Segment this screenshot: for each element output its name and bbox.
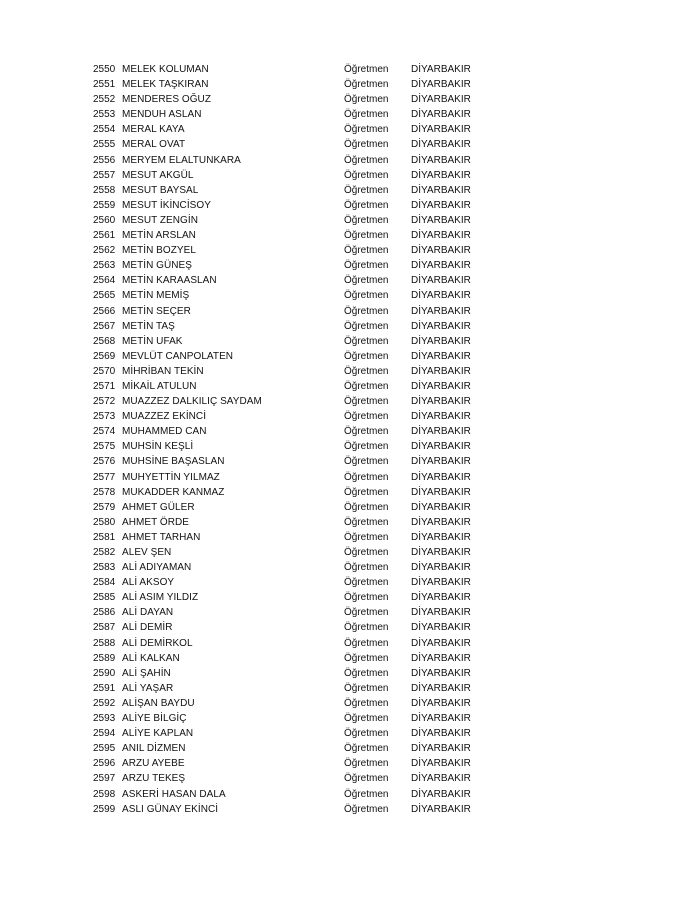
row-number: 2585 [93,592,116,604]
row-number: 2551 [93,79,116,91]
city-label: DİYARBAKIR [411,788,471,800]
role-label: Öğretmen [344,94,389,106]
role-label: Öğretmen [344,350,389,362]
list-item [93,288,493,303]
city-label: DİYARBAKIR [411,547,471,558]
city-label: DİYARBAKIR [411,260,471,272]
list-item [93,696,493,711]
row-number: 2596 [93,758,116,770]
list-item [93,183,493,198]
city-label: DİYARBAKIR [411,124,471,136]
city-label: DİYARBAKIR [411,199,471,211]
city-label: DİYARBAKIR [411,426,471,438]
row-number: 2565 [93,290,116,302]
list-item [93,470,493,485]
person-name: ALİ YAŞAR [122,682,174,694]
row-number: 2570 [93,365,116,377]
role-label: Öğretmen [344,426,389,438]
list-item [93,258,493,273]
role-label: Öğretmen [344,547,389,558]
role-label: Öğretmen [344,79,389,91]
row-number: 2558 [93,184,116,196]
role-label: Öğretmen [344,682,389,694]
person-name: MİHRİBAN TEKİN [122,365,204,377]
row-number: 2589 [93,652,116,664]
person-name: MELEK TAŞKIRAN [122,79,209,91]
role-label: Öğretmen [344,109,389,121]
role-label: Öğretmen [344,441,389,453]
list-item [93,379,493,394]
role-label: Öğretmen [344,562,389,574]
row-number: 2593 [93,713,116,725]
row-number: 2571 [93,380,116,392]
role-label: Öğretmen [344,335,389,347]
role-label: Öğretmen [344,139,389,151]
list-item [93,137,493,152]
list-item [93,485,493,500]
role-label: Öğretmen [344,637,389,649]
role-label: Öğretmen [344,622,389,634]
person-name: MUAZZEZ DALKILIÇ SAYDAM [122,396,262,408]
role-label: Öğretmen [344,667,389,679]
city-label: DİYARBAKIR [411,94,471,106]
list-item [93,590,493,605]
list-item [93,605,493,620]
city-label: DİYARBAKIR [411,396,471,408]
city-label: DİYARBAKIR [411,531,471,543]
list-item [93,92,493,107]
row-number: 2577 [93,471,116,483]
role-label: Öğretmen [344,577,389,589]
city-label: DİYARBAKIR [411,154,471,166]
list-item [93,545,493,560]
person-name: MESUT İKİNCİSOY [122,199,211,211]
role-label: Öğretmen [344,592,389,604]
role-label: Öğretmen [344,380,389,392]
role-label: Öğretmen [344,290,389,302]
person-name: ARZU AYEBE [122,758,185,770]
city-label: DİYARBAKIR [411,64,471,75]
row-number: 2560 [93,214,116,226]
role-label: Öğretmen [344,396,389,408]
person-name: MERYEM ELALTUNKARA [122,154,241,166]
list-item [93,198,493,213]
city-label: DİYARBAKIR [411,214,471,226]
city-label: DİYARBAKIR [411,607,471,619]
list-item [93,802,493,817]
person-name: ARZU TEKEŞ [122,773,186,785]
row-number: 2557 [93,169,116,181]
role-label: Öğretmen [344,728,389,740]
row-number: 2587 [93,622,116,634]
city-label: DİYARBAKIR [411,456,471,468]
person-name: ALİ ADIYAMAN [122,562,192,574]
city-label: DİYARBAKIR [411,335,471,347]
row-number: 2553 [93,109,116,121]
list-item [93,228,493,243]
role-label: Öğretmen [344,184,389,196]
list-item [93,620,493,635]
city-label: DİYARBAKIR [411,637,471,649]
city-label: DİYARBAKIR [411,275,471,287]
city-label: DİYARBAKIR [411,697,471,709]
city-label: DİYARBAKIR [411,652,471,664]
list-item [93,756,493,771]
person-name: METİN MEMİŞ [122,290,190,302]
person-name: ALİ ASIM YILDIZ [122,592,199,604]
list-item [93,636,493,651]
role-label: Öğretmen [344,531,389,543]
row-number: 2595 [93,743,116,755]
city-label: DİYARBAKIR [411,471,471,483]
person-name: MUKADDER KANMAZ [122,486,225,498]
row-number: 2599 [93,803,116,815]
role-label: Öğretmen [344,124,389,136]
row-number: 2580 [93,516,116,528]
person-name: ALİYE BİLGİÇ [122,713,187,725]
person-name: METİN SEÇER [122,305,191,317]
role-label: Öğretmen [344,516,389,528]
role-label: Öğretmen [344,199,389,211]
list-item [93,500,493,515]
role-label: Öğretmen [344,214,389,226]
city-label: DİYARBAKIR [411,139,471,151]
list-item [93,273,493,288]
list-item [93,319,493,334]
row-number: 2579 [93,501,116,513]
list-item [93,394,493,409]
list-item [93,681,493,696]
row-number: 2562 [93,245,116,257]
row-number: 2572 [93,396,116,408]
role-label: Öğretmen [344,411,389,423]
person-name: AHMET ÖRDE [122,516,189,528]
city-label: DİYARBAKIR [411,365,471,377]
row-number: 2550 [93,64,116,75]
person-name: ASKERİ HASAN DALA [122,788,226,800]
list-item [93,349,493,364]
row-number: 2575 [93,441,116,453]
city-label: DİYARBAKIR [411,486,471,498]
list-item [93,243,493,258]
row-number: 2581 [93,531,116,543]
row-number: 2578 [93,486,116,498]
row-number: 2597 [93,773,116,785]
row-number: 2590 [93,667,116,679]
role-label: Öğretmen [344,743,389,755]
person-name: METİN ARSLAN [122,230,196,242]
row-number: 2594 [93,728,116,740]
row-number: 2583 [93,562,116,574]
list-item [93,439,493,454]
person-name: METİN UFAK [122,335,183,347]
role-label: Öğretmen [344,607,389,619]
list-item [93,77,493,92]
person-name: MUHSİN KEŞLİ [122,441,194,453]
list-item [93,153,493,168]
person-name: ALİŞAN BAYDU [122,697,195,709]
person-name: MUHYETTİN YILMAZ [122,471,220,483]
list-item [93,666,493,681]
role-label: Öğretmen [344,652,389,664]
person-name: AHMET GÜLER [122,501,195,513]
role-label: Öğretmen [344,486,389,498]
list-item [93,711,493,726]
list-item [93,515,493,530]
person-name: ALİYE KAPLAN [122,728,194,740]
list-item [93,62,493,77]
person-name: ALİ DAYAN [122,607,174,619]
row-number: 2573 [93,411,116,423]
role-label: Öğretmen [344,788,389,800]
person-name: ASLI GÜNAY EKİNCİ [122,803,219,815]
role-label: Öğretmen [344,773,389,785]
role-label: Öğretmen [344,275,389,287]
row-number: 2598 [93,788,116,800]
list-item [93,651,493,666]
row-number: 2574 [93,426,116,438]
row-number: 2566 [93,305,116,317]
row-number: 2584 [93,577,116,589]
city-label: DİYARBAKIR [411,350,471,362]
role-label: Öğretmen [344,154,389,166]
row-number: 2563 [93,260,116,272]
city-label: DİYARBAKIR [411,169,471,181]
list-item [93,454,493,469]
city-label: DİYARBAKIR [411,79,471,91]
city-label: DİYARBAKIR [411,380,471,392]
list-item [93,726,493,741]
row-number: 2592 [93,697,116,709]
role-label: Öğretmen [344,697,389,709]
list-item [93,107,493,122]
role-label: Öğretmen [344,365,389,377]
row-number: 2582 [93,547,116,558]
row-number: 2564 [93,275,116,287]
row-number: 2591 [93,682,116,694]
role-label: Öğretmen [344,456,389,468]
person-name: ALİ DEMİRKOL [122,637,193,649]
person-name: AHMET TARHAN [122,531,201,543]
city-label: DİYARBAKIR [411,622,471,634]
person-name: MERAL OVAT [122,139,186,151]
city-label: DİYARBAKIR [411,728,471,740]
row-number: 2568 [93,335,116,347]
list-item [93,122,493,137]
list-item [93,364,493,379]
person-name: METİN GÜNEŞ [122,260,192,272]
city-label: DİYARBAKIR [411,305,471,317]
city-label: DİYARBAKIR [411,803,471,815]
city-label: DİYARBAKIR [411,109,471,121]
list-item [93,560,493,575]
list-item [93,771,493,786]
row-number: 2559 [93,199,116,211]
city-label: DİYARBAKIR [411,441,471,453]
role-label: Öğretmen [344,471,389,483]
city-label: DİYARBAKIR [411,501,471,513]
row-number: 2569 [93,350,116,362]
list-item [93,741,493,756]
city-label: DİYARBAKIR [411,773,471,785]
row-number: 2567 [93,320,116,332]
role-label: Öğretmen [344,758,389,770]
person-name: MENDERES OĞUZ [122,94,211,106]
list-item [93,334,493,349]
list-item [93,304,493,319]
person-name: ALİ AKSOY [122,577,175,589]
person-name: METİN KARAASLAN [122,275,217,287]
list-item [93,424,493,439]
list-item [93,168,493,183]
teacher-list [93,62,493,817]
city-label: DİYARBAKIR [411,320,471,332]
person-name: ALEV ŞEN [122,547,172,558]
role-label: Öğretmen [344,64,389,75]
person-name: MEVLÜT CANPOLATEN [122,350,234,362]
city-label: DİYARBAKIR [411,290,471,302]
row-number: 2555 [93,139,116,151]
person-name: MUAZZEZ EKİNCİ [122,411,207,423]
city-label: DİYARBAKIR [411,230,471,242]
row-number: 2556 [93,154,116,166]
person-name: ALİ DEMİR [122,622,173,634]
list-item [93,409,493,424]
person-name: MUHAMMED CAN [122,426,207,438]
city-label: DİYARBAKIR [411,184,471,196]
role-label: Öğretmen [344,803,389,815]
role-label: Öğretmen [344,260,389,272]
person-name: MESUT AKGÜL [122,169,194,181]
city-label: DİYARBAKIR [411,516,471,528]
person-name: MENDUH ASLAN [122,109,202,121]
city-label: DİYARBAKIR [411,713,471,725]
city-label: DİYARBAKIR [411,743,471,755]
row-number: 2588 [93,637,116,649]
role-label: Öğretmen [344,169,389,181]
person-name: METİN TAŞ [122,320,175,332]
city-label: DİYARBAKIR [411,245,471,257]
list-item [93,213,493,228]
city-label: DİYARBAKIR [411,758,471,770]
row-number: 2554 [93,124,116,136]
person-name: MELEK KOLUMAN [122,64,209,75]
person-name: ALİ ŞAHİN [122,667,171,679]
person-name: MESUT ZENGİN [122,214,198,226]
role-label: Öğretmen [344,305,389,317]
city-label: DİYARBAKIR [411,562,471,574]
person-name: MUHSİNE BAŞASLAN [122,456,225,468]
row-number: 2576 [93,456,116,468]
person-name: MESUT BAYSAL [122,184,199,196]
person-name: ANIL DİZMEN [122,743,186,755]
role-label: Öğretmen [344,230,389,242]
role-label: Öğretmen [344,245,389,257]
list-item [93,787,493,802]
person-name: MERAL KAYA [122,124,185,136]
person-name: METİN BOZYEL [122,245,196,257]
role-label: Öğretmen [344,320,389,332]
row-number: 2552 [93,94,116,106]
person-name: MİKAİL ATULUN [122,380,197,392]
role-label: Öğretmen [344,501,389,513]
city-label: DİYARBAKIR [411,667,471,679]
role-label: Öğretmen [344,713,389,725]
city-label: DİYARBAKIR [411,682,471,694]
city-label: DİYARBAKIR [411,592,471,604]
city-label: DİYARBAKIR [411,577,471,589]
row-number: 2561 [93,230,116,242]
person-name: ALİ KALKAN [122,652,180,664]
list-item [93,575,493,590]
city-label: DİYARBAKIR [411,411,471,423]
row-number: 2586 [93,607,116,619]
list-item [93,530,493,545]
